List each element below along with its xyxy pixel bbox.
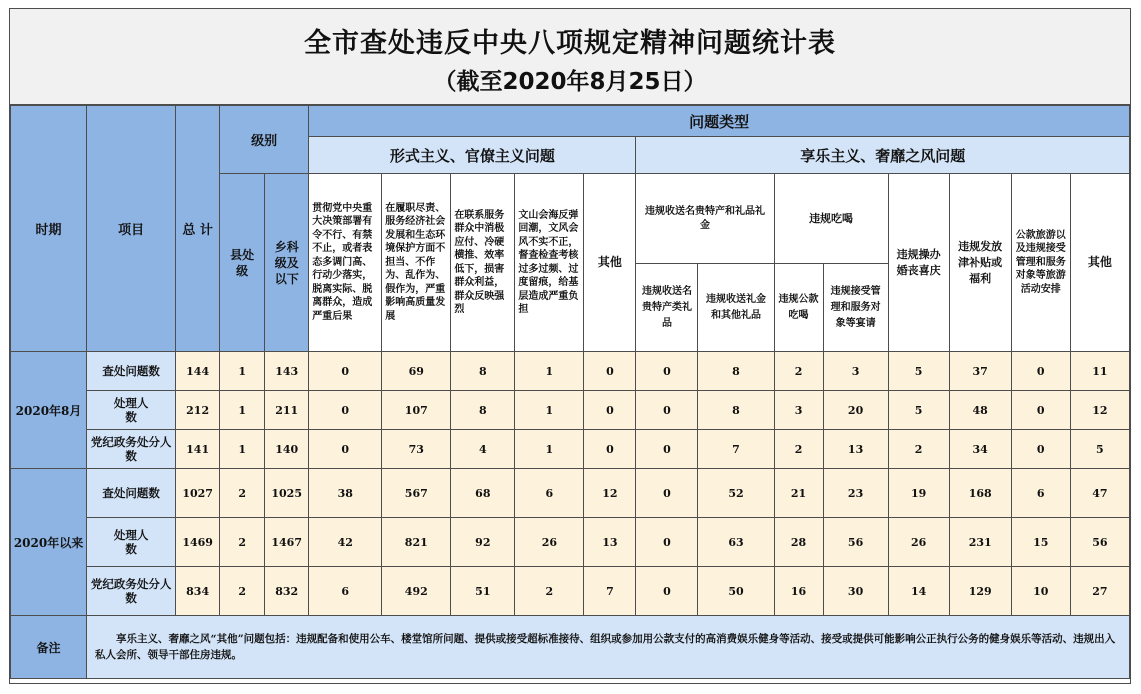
cell-total: 834 (176, 567, 220, 616)
cell-other: 11 (1070, 352, 1129, 391)
header-item: 项目 (87, 106, 176, 352)
cell-travel: 0 (1011, 391, 1070, 430)
cell-f5: 7 (584, 567, 636, 616)
cell-gift1: 0 (636, 391, 698, 430)
header-township-level: 乡科级及以下 (265, 174, 309, 352)
header-dining-banquet: 违规接受管理和服务对象等宴请 (823, 264, 888, 352)
cell-f4: 6 (515, 469, 584, 518)
header-travel: 公款旅游以及违规接受管理和服务对象等旅游活动安排 (1011, 174, 1070, 352)
cell-gift1: 0 (636, 518, 698, 567)
header-formalism-4: 文山会海反弹回潮，文风会风不实不正，督查检查考核过多过频、过度留痕，给基层造成严重负担 (515, 174, 584, 352)
cell-f2: 567 (382, 469, 451, 518)
cell-f5: 0 (584, 391, 636, 430)
cell-f5: 0 (584, 430, 636, 469)
cell-total: 144 (176, 352, 220, 391)
cell-f3: 8 (451, 352, 515, 391)
cell-allowance: 37 (949, 352, 1011, 391)
cell-county: 1 (220, 430, 265, 469)
cell-dine1: 28 (774, 518, 823, 567)
cell-dine2: 23 (823, 469, 888, 518)
cell-dine1: 2 (774, 352, 823, 391)
cell-f2: 69 (382, 352, 451, 391)
cell-travel: 0 (1011, 352, 1070, 391)
header-formalism-other: 其他 (584, 174, 636, 352)
cell-county: 2 (220, 567, 265, 616)
cell-gift2: 63 (698, 518, 774, 567)
cell-f5: 0 (584, 352, 636, 391)
note-text: 享乐主义、奢靡之风“其他”问题包括：违规配备和使用公车、楼堂馆所问题、提供或接受超标准接待、组织或参加用公款支付的高消费娱乐健身等活动、接受或提供可能影响公正执行公务的健身娱乐等活动、违规出入私人会所、领导干部住房违规。 (87, 616, 1130, 679)
statistics-table (10, 105, 1130, 679)
cell-allowance: 34 (949, 430, 1011, 469)
period-label: 2020年8月 (11, 352, 87, 469)
cell-f5: 12 (584, 469, 636, 518)
cell-gift1: 0 (636, 430, 698, 469)
header-formalism-1: 贯彻党中央重大决策部署有令不行、有禁不止，或者表态多调门高、行动少落实，脱离实际、脱离群众，造成严重后果 (309, 174, 382, 352)
cell-wedding: 5 (888, 352, 949, 391)
cell-f4: 26 (515, 518, 584, 567)
cell-other: 5 (1070, 430, 1129, 469)
cell-county: 1 (220, 391, 265, 430)
cell-other: 27 (1070, 567, 1129, 616)
cell-dine1: 3 (774, 391, 823, 430)
cell-f5: 13 (584, 518, 636, 567)
cell-total: 212 (176, 391, 220, 430)
header-formalism-group: 形式主义、官僚主义问题 (309, 137, 636, 174)
cell-other: 12 (1070, 391, 1129, 430)
header-period: 时期 (11, 106, 87, 352)
header-gift-cash: 违规收送礼金和其他礼品 (698, 264, 774, 352)
cell-allowance: 168 (949, 469, 1011, 518)
report-frame (9, 8, 1131, 684)
cell-township: 1467 (265, 518, 309, 567)
cell-wedding: 5 (888, 391, 949, 430)
cell-f4: 1 (515, 352, 584, 391)
cell-f3: 68 (451, 469, 515, 518)
cell-f1: 38 (309, 469, 382, 518)
header-gift-group: 违规收送名贵特产和礼品礼金 (636, 174, 774, 264)
cell-gift1: 0 (636, 469, 698, 518)
cell-f1: 6 (309, 567, 382, 616)
cell-wedding: 26 (888, 518, 949, 567)
cell-township: 1025 (265, 469, 309, 518)
cell-total: 1469 (176, 518, 220, 567)
cell-f1: 0 (309, 352, 382, 391)
cell-f4: 2 (515, 567, 584, 616)
cell-f4: 1 (515, 391, 584, 430)
cell-f3: 92 (451, 518, 515, 567)
row-item-label: 党纪政务处分人数 (87, 430, 176, 469)
cell-gift1: 0 (636, 567, 698, 616)
cell-travel: 0 (1011, 430, 1070, 469)
cell-county: 2 (220, 518, 265, 567)
header-allowance: 违规发放津补贴或福利 (949, 174, 1011, 352)
cell-dine2: 30 (823, 567, 888, 616)
cell-f2: 492 (382, 567, 451, 616)
cell-gift2: 8 (698, 391, 774, 430)
cell-wedding: 19 (888, 469, 949, 518)
header-hedonism-other: 其他 (1070, 174, 1129, 352)
cell-allowance: 48 (949, 391, 1011, 430)
cell-county: 2 (220, 469, 265, 518)
cell-wedding: 14 (888, 567, 949, 616)
note-label: 备注 (11, 616, 87, 679)
title-area (10, 9, 1130, 105)
cell-dine2: 20 (823, 391, 888, 430)
row-item-label: 党纪政务处分人数 (87, 567, 176, 616)
cell-f2: 107 (382, 391, 451, 430)
cell-f2: 73 (382, 430, 451, 469)
cell-township: 832 (265, 567, 309, 616)
page-subtitle: （截至2020年8月25日） (433, 69, 707, 95)
row-item-label: 查处问题数 (87, 469, 176, 518)
cell-dine2: 56 (823, 518, 888, 567)
header-level: 级别 (220, 106, 309, 174)
header-problem-type: 问题类型 (309, 106, 1130, 137)
cell-f3: 51 (451, 567, 515, 616)
cell-dine2: 3 (823, 352, 888, 391)
cell-dine1: 16 (774, 567, 823, 616)
cell-travel: 15 (1011, 518, 1070, 567)
cell-dine1: 21 (774, 469, 823, 518)
cell-wedding: 2 (888, 430, 949, 469)
cell-f3: 4 (451, 430, 515, 469)
header-county-level: 县处级 (220, 174, 265, 352)
cell-township: 143 (265, 352, 309, 391)
header-dining-public: 违规公款吃喝 (774, 264, 823, 352)
header-formalism-2: 在履职尽责、服务经济社会发展和生态环境保护方面不担当、不作为、乱作为、假作为，严重影响高质量发展 (382, 174, 451, 352)
cell-f2: 821 (382, 518, 451, 567)
header-total: 总 计 (176, 106, 220, 352)
cell-other: 47 (1070, 469, 1129, 518)
cell-f1: 0 (309, 391, 382, 430)
cell-total: 1027 (176, 469, 220, 518)
header-gift-specialty: 违规收送名贵特产类礼品 (636, 264, 698, 352)
cell-f1: 42 (309, 518, 382, 567)
row-item-label: 查处问题数 (87, 352, 176, 391)
cell-dine1: 2 (774, 430, 823, 469)
cell-dine2: 13 (823, 430, 888, 469)
cell-gift2: 52 (698, 469, 774, 518)
cell-total: 141 (176, 430, 220, 469)
cell-county: 1 (220, 352, 265, 391)
cell-gift2: 7 (698, 430, 774, 469)
cell-gift2: 50 (698, 567, 774, 616)
header-dining-group: 违规吃喝 (774, 174, 888, 264)
page-title: 全市查处违反中央八项规定精神问题统计表 (304, 28, 836, 59)
cell-township: 140 (265, 430, 309, 469)
cell-township: 211 (265, 391, 309, 430)
cell-gift1: 0 (636, 352, 698, 391)
header-wedding: 违规操办婚丧喜庆 (888, 174, 949, 352)
period-label: 2020年以来 (11, 469, 87, 616)
cell-allowance: 129 (949, 567, 1011, 616)
cell-travel: 6 (1011, 469, 1070, 518)
cell-f1: 0 (309, 430, 382, 469)
header-hedonism-group: 享乐主义、奢靡之风问题 (636, 137, 1130, 174)
cell-allowance: 231 (949, 518, 1011, 567)
cell-travel: 10 (1011, 567, 1070, 616)
header-formalism-3: 在联系服务群众中消极应付、冷硬横推、效率低下，损害群众利益，群众反映强烈 (451, 174, 515, 352)
cell-gift2: 8 (698, 352, 774, 391)
cell-other: 56 (1070, 518, 1129, 567)
cell-f3: 8 (451, 391, 515, 430)
cell-f4: 1 (515, 430, 584, 469)
row-item-label: 处理人数 (87, 518, 176, 567)
row-item-label: 处理人数 (87, 391, 176, 430)
